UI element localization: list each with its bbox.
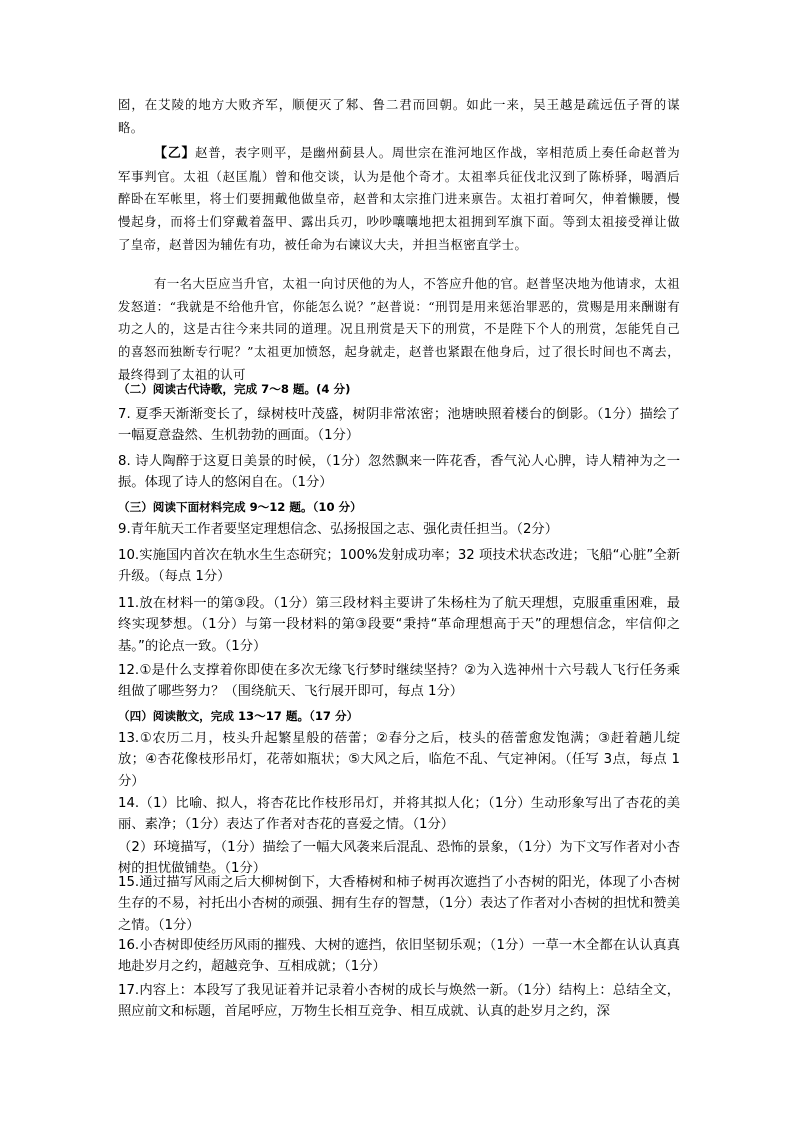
answer-9: 9.青年航天工作者要坚定理想信念、弘扬报国之志、强化责任担当。（2分） [118,522,558,537]
answer-17: 17.内容上：本段写了我见证着并记录着小杏树的成长与焕然一新。（1分）结构上：总结全文，照应前文和标题，首尾呼应，万物生长相互竞争、相互成就、认真的赴岁月之约，深 [118,983,680,1020]
section-heading-material: （三）阅读下面材料完成 9～12 题。（10 分） [118,500,362,514]
answer-11: 11.放在材料一的第③段。（1分）第三段材料主要讲了朱杨柱为了航天理想，克服重重困难，最终实现梦想。（1分）与第一段材料的第③段要“秉持“革命理想高于天”的理想信念，牢信仰之基。”的论点一致。（1分） [118,596,680,654]
answer-15: 15.通过描写风雨之后大柳树倒下，大香椿树和柿子树再次遮挡了小杏树的阳光，体现了小杏树生存的不易，衬托出小杏树的顽强、拥有生存的智慧，（1分）表达了作者对小杏树的担忧和赞美之情。（1分） [118,875,680,933]
answer-8: 8. 诗人陶醉于这夏日美景的时候，（1分）忽然飘来一阵花香，香气沁人心脾，诗人精神为之一振。体现了诗人的悠闲自在。（1分） [118,454,680,491]
passage-yi-para-1-text: 赵普，表字则平，是幽州蓟县人。周世宗在淮河地区作战，宰相范质上奏任命赵普为军事判官。太祖（赵匡胤）曾和他交谈，认为是他个奇才。太祖率兵征伐北汉到了陈桥驿，喝酒后醉卧在军帐里，将士们要拥戴他做皇帝，赵普和太宗推门进来禀告。太祖打着呵欠，伸着懒腰，慢慢起身，而将士们穿戴着盔甲、露出兵刃，吵吵嚷嚷地把太祖拥到军旗下面。等到太祖接受禅让做了皇帝，赵普因为辅佐有功，被任命为右谏议大夫，并担当枢密直学士。 [118,145,680,252]
answer-14-part-2: （2）环境描写，（1分）描绘了一幅大风袭来后混乱、恐怖的景象，（1分）为下文写作者对小杏树的担忧做铺垫。（1分） [118,840,680,877]
answer-13: 13.①农历二月，枝头升起繁星般的蓓蕾；②春分之后，枝头的蓓蕾愈发饱满；③赶着趟儿绽放；④杏花像枝形吊灯，花蒂如瓶状；⑤大风之后，临危不乱、气定神闲。（任写 3点，每点 1分） [118,731,680,789]
answer-10: 10.实施国内首次在轨水生生态研究；100%发射成功率；32 项技术状态改进；飞船“心脏”全新升级。（每点 1分） [118,548,680,585]
answer-16: 16.小杏树即使经历风雨的摧残、大树的遮挡，依旧坚韧乐观；（1分）一草一木全都在认认真真地赴岁月之约，超越竞争、互相成就；（1分） [118,938,680,975]
section-marker-yi: 【乙】 [154,146,196,161]
section-heading-prose: （四）阅读散文，完成 13～17 题。（17 分） [118,709,359,723]
passage-jia-ending: 囵，在艾陵的地方大败齐军，顺便灭了邾、鲁二君而回朝。如此一来，吴王越是疏远伍子胥的谋略。 [118,97,680,135]
answer-14-part-1: 14.（1）比喻、拟人，将杏花比作枝形吊灯，并将其拟人化；（1分）生动形象写出了杏花的美丽、素净；（1分）表达了作者对杏花的喜爱之情。（1分） [118,796,680,833]
passage-yi-para-1 [118,142,680,257]
answer-7: 7. 夏季天渐渐变长了，绿树枝叶茂盛，树阴非常浓密；池塘映照着楼台的倒影。（1分）描绘了一幅夏意盎然、生机勃勃的画面。（1分） [118,407,680,444]
answer-12: 12.①是什么支撑着你即使在多次无缘飞行梦时继续坚持？②为入选神州十六号载人飞行任务乘组做了哪些努力？（围绕航天、飞行展开即可，每点 1分） [118,663,680,700]
passage-yi-para-2: 有一名大臣应当升官，太祖一向讨厌他的为人，不答应升他的官。赵普坚决地为他请求，太祖发怒道：“我就是不给他升官，你能怎么说？”赵普说：“刑罚是用来惩治罪恶的，赏赐是用来酬谢有功之人的，这是古往今来共同的道理。况且刑赏是天下的刑赏，不是陛下个人的刑赏，怎能凭自己的喜怒而独断专行呢？”太祖更加愤怒，起身就走，赵普也紧跟在他身后，过了很长时间也不离去，最终得到了太祖的认可 [118,276,680,382]
section-heading-poetry: （二）阅读古代诗歌，完成 7～8 题。(4 分) [118,382,351,396]
